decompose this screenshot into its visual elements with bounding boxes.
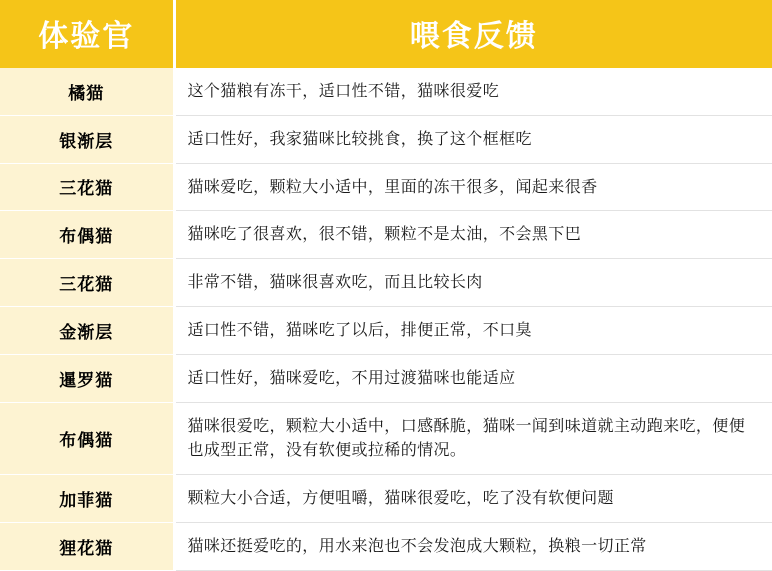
role-label: 布偶猫	[0, 402, 174, 475]
table-row	[0, 259, 772, 307]
role-label: 金渐层	[0, 306, 174, 354]
table-row	[0, 402, 772, 475]
feedback-text: 适口性好，猫咪爱吃，不用过渡猫咪也能适应	[174, 354, 772, 402]
feedback-text: 猫咪还挺爱吃的，用水来泡也不会发泡成大颗粒，换粮一切正常	[174, 522, 772, 570]
column-header-feedback: 喂食反馈	[174, 0, 772, 68]
role-label: 银渐层	[0, 115, 174, 163]
role-label: 三花猫	[0, 163, 174, 211]
table-body	[0, 68, 772, 570]
feedback-text: 猫咪很爱吃，颗粒大小适中，口感酥脆，猫咪一闻到味道就主动跑来吃，便便也成型正常，没有软便或拉稀的情况。	[174, 402, 772, 475]
feedback-text: 颗粒大小合适，方便咀嚼，猫咪很爱吃，吃了没有软便问题	[174, 475, 772, 523]
feedback-text: 这个猫粮有冻干，适口性不错，猫咪很爱吃	[174, 68, 772, 115]
feedback-text: 非常不错，猫咪很喜欢吃，而且比较长肉	[174, 259, 772, 307]
table-header	[0, 0, 772, 68]
table-row	[0, 306, 772, 354]
table-row	[0, 68, 772, 115]
feedback-text: 适口性好，我家猫咪比较挑食，换了这个框框吃	[174, 115, 772, 163]
role-label: 橘猫	[0, 68, 174, 115]
role-label: 三花猫	[0, 259, 174, 307]
feedback-text: 适口性不错，猫咪吃了以后，排便正常，不口臭	[174, 306, 772, 354]
header-row	[0, 0, 772, 68]
table-row	[0, 354, 772, 402]
role-label: 暹罗猫	[0, 354, 174, 402]
role-label: 布偶猫	[0, 211, 174, 259]
column-header-role: 体验官	[0, 0, 174, 68]
feedback-text: 猫咪爱吃，颗粒大小适中，里面的冻干很多，闻起来很香	[174, 163, 772, 211]
table-row	[0, 522, 772, 570]
role-label: 狸花猫	[0, 522, 174, 570]
table-row	[0, 163, 772, 211]
table-row	[0, 211, 772, 259]
table-row	[0, 475, 772, 523]
feedback-text: 猫咪吃了很喜欢，很不错，颗粒不是太油，不会黑下巴	[174, 211, 772, 259]
role-label: 加菲猫	[0, 475, 174, 523]
table-row	[0, 115, 772, 163]
